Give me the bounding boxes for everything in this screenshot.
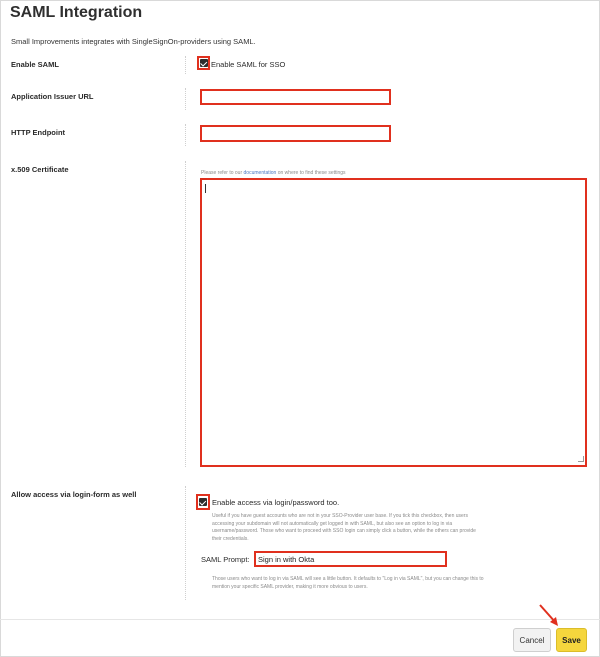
enable-saml-label: Enable SAML — [11, 60, 59, 69]
saml-prompt-label: SAML Prompt: — [201, 555, 250, 564]
documentation-link[interactable]: documentation — [243, 170, 277, 176]
hint-line: username/password. Those who want to proceed with SSO login can simply click a button, while the others can provide — [212, 528, 476, 535]
login-form-checkbox[interactable] — [199, 498, 207, 506]
divider — [185, 161, 186, 467]
login-form-checkbox-label[interactable]: Enable access via login/password too. — [212, 498, 340, 507]
page-subtitle: Small Improvements integrates with SingleSignOn-providers using SAML. — [11, 37, 256, 46]
hint-line: accessing your subdomain will not automatically get logged in with SAML, but also see an option to log in via — [212, 520, 453, 527]
certificate-hint-text: Please refer to our — [201, 170, 244, 176]
hint-line: Useful if you have guest accounts who are not in your SSO-Provider user base. If you tick this checkbox, then users — [212, 513, 468, 519]
saml-prompt-hint — [212, 576, 484, 591]
save-button[interactable]: Save — [556, 628, 587, 652]
divider — [185, 88, 186, 110]
divider — [185, 56, 186, 74]
login-form-label: Allow access via login-form as well — [11, 490, 137, 499]
footer-divider — [0, 619, 600, 620]
arrow-pointer-icon — [538, 603, 562, 629]
text-cursor — [205, 184, 206, 193]
http-endpoint-input[interactable] — [200, 125, 391, 142]
resize-grip-icon[interactable] — [578, 456, 584, 462]
enable-saml-checkbox[interactable] — [200, 59, 208, 67]
divider — [185, 486, 186, 600]
http-endpoint-label: HTTP Endpoint — [11, 128, 66, 137]
certificate-label: x.509 Certificate — [11, 165, 69, 174]
issuer-url-label: Application Issuer URL — [11, 92, 94, 101]
certificate-textarea[interactable] — [200, 178, 587, 467]
cancel-button[interactable]: Cancel — [513, 628, 551, 652]
login-form-hint — [212, 513, 476, 543]
page-title: SAML Integration — [10, 4, 143, 21]
certificate-hint-text-end: on where to find these settings — [276, 170, 346, 176]
issuer-url-input[interactable] — [200, 89, 391, 105]
divider — [185, 124, 186, 146]
enable-saml-checkbox-label[interactable]: Enable SAML for SSO — [211, 60, 286, 69]
hint-line: mention your specific SAML provider, making it more obvious to users. — [212, 583, 368, 590]
hint-line: Those users who want to log in via SAML will see a little button. It defaults to "Log in via SAML", but you can change this to — [212, 576, 484, 582]
hint-line: their credentials. — [212, 535, 249, 542]
saml-prompt-value: Sign in with Okta — [258, 555, 315, 564]
certificate-hint — [201, 170, 346, 178]
